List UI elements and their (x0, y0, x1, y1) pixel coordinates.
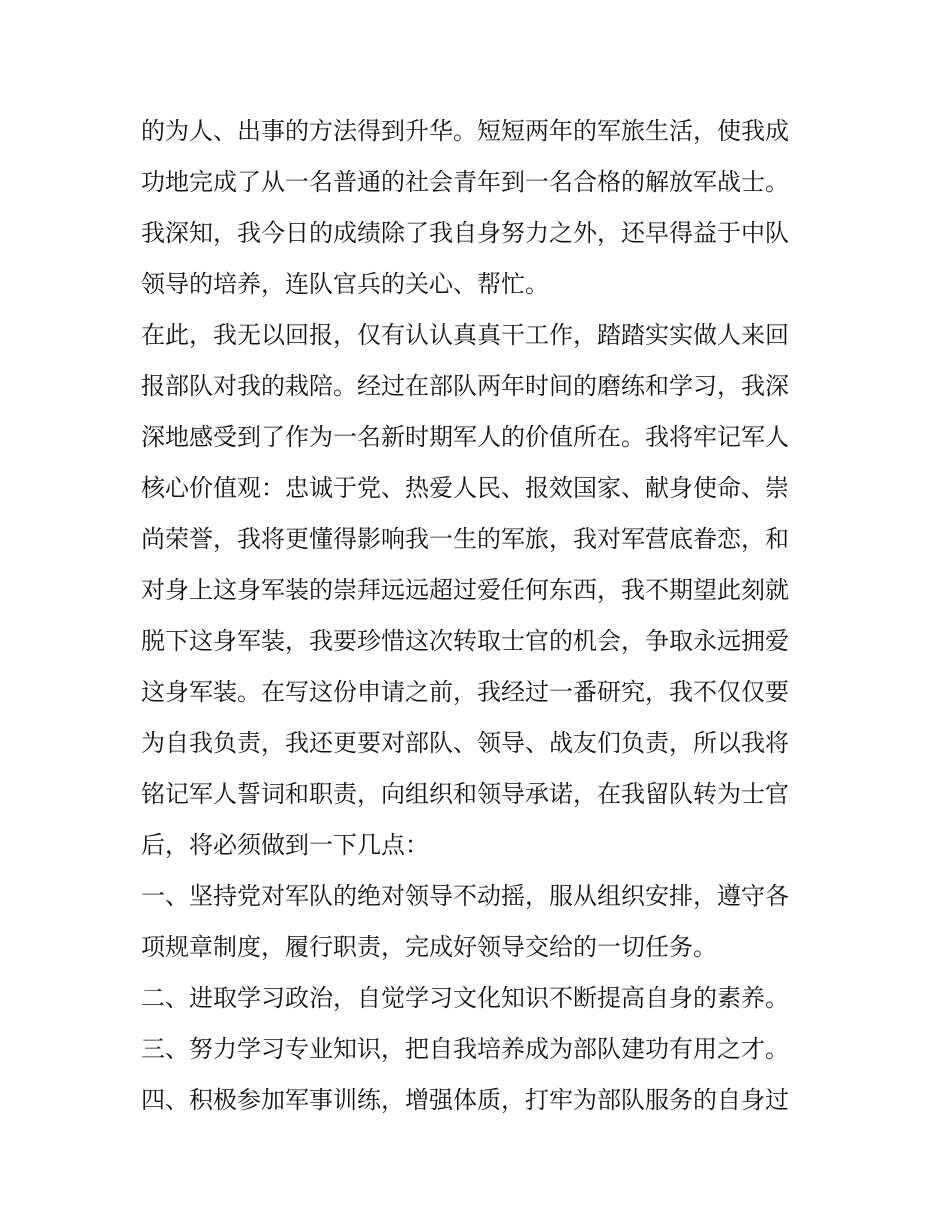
text-line: 脱下这身军装，我要珍惜这次转取士官的机会，争取永远拥爱 (141, 627, 789, 655)
text-line: 三、努力学习专业知识，把自我培养成为部队建功有用之才。 (141, 1035, 789, 1063)
text-line: 核心价值观：忠诚于党、热爱人民、报效国家、献身使命、崇 (141, 474, 789, 502)
text-line: 报部队对我的栽陪。经过在部队两年时间的磨练和学习，我深 (141, 372, 789, 400)
text-line: 二、进取学习政治，自觉学习文化知识不断提高自身的素养。 (141, 984, 789, 1012)
text-line: 在此，我无以回报，仅有认认真真干工作，踏踏实实做人来回 (141, 321, 789, 349)
document-body (141, 106, 821, 1126)
text-line: 铭记军人誓词和职责，向组织和领导承诺，在我留队转为士官 (141, 780, 789, 808)
text-line: 项规章制度，履行职责，完成好领导交给的一切任务。 (141, 933, 717, 961)
text-line: 这身军装。在写这份申请之前，我经过一番研究，我不仅仅要 (141, 678, 789, 706)
text-line: 尚荣誉，我将更懂得影响我一生的军旅，我对军营底眷恋，和 (141, 525, 789, 553)
text-line: 我深知，我今日的成绩除了我自身努力之外，还早得益于中队 (141, 219, 789, 247)
text-line: 为自我负责，我还更要对部队、领导、战友们负责，所以我将 (141, 729, 789, 757)
text-line: 一、坚持党对军队的绝对领导不动摇，服从组织安排，遵守各 (141, 882, 789, 910)
text-line: 功地完成了从一名普通的社会青年到一名合格的解放军战士。 (141, 168, 789, 196)
text-line: 领导的培养，连队官兵的关心、帮忙。 (141, 270, 549, 298)
text-line: 四、积极参加军事训练，增强体质，打牢为部队服务的自身过 (141, 1086, 789, 1114)
text-line: 的为人、出事的方法得到升华。短短两年的军旅生活，使我成 (141, 117, 789, 145)
text-line: 后，将必须做到一下几点： (141, 831, 429, 859)
text-line: 深地感受到了作为一名新时期军人的价值所在。我将牢记军人 (141, 423, 789, 451)
text-line: 对身上这身军装的崇拜远远超过爱任何东西，我不期望此刻就 (141, 576, 789, 604)
